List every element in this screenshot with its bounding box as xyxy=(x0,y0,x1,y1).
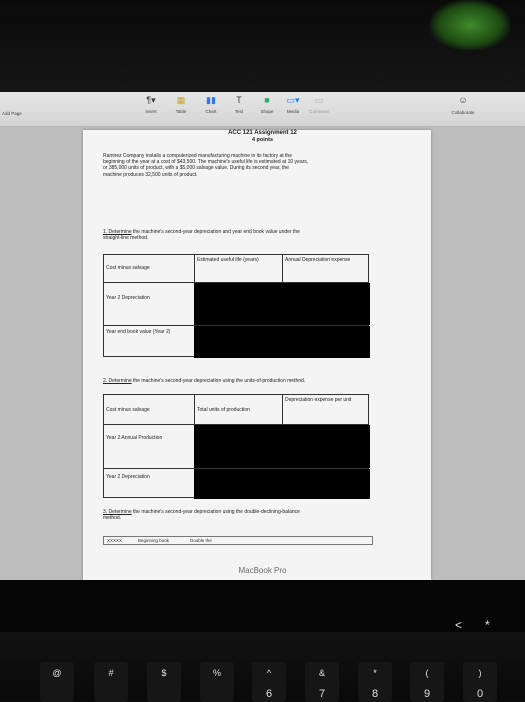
black-fill xyxy=(194,469,370,499)
units-of-production-table xyxy=(103,394,369,498)
table-row: Cost minus salvage Estimated useful life (years) Annual Depreciation expense xyxy=(104,255,368,283)
key-3[interactable]: # xyxy=(94,662,128,702)
key-7[interactable]: & 7 xyxy=(305,662,339,702)
question-2: 2. Determine the machine's second-year depreciation using the units-of-production method. xyxy=(103,378,306,384)
table-row: Year 2 Depreciation xyxy=(104,283,368,326)
chart-icon: ▮▮ xyxy=(206,95,216,105)
key-4[interactable]: $ xyxy=(147,662,181,702)
chart-button[interactable]: ▮▮ Chart xyxy=(200,95,222,114)
comment-button[interactable]: ▭ Comment xyxy=(309,95,329,114)
key-2[interactable]: @ xyxy=(40,662,74,702)
table-row: Year 2 Depreciation xyxy=(104,469,368,499)
collaborate-button[interactable]: ☺ Collaborate xyxy=(438,95,488,115)
add-page-label[interactable]: Add Page xyxy=(2,111,22,116)
shape-icon: ■ xyxy=(264,95,270,105)
key-8[interactable]: * 8 xyxy=(358,662,392,702)
black-fill xyxy=(194,326,370,358)
straight-line-table xyxy=(103,254,369,357)
pages-toolbar xyxy=(0,92,525,127)
media-button[interactable]: ▭▾ Media xyxy=(282,95,304,114)
black-fill xyxy=(194,283,370,325)
keyboard xyxy=(0,580,525,700)
comment-icon: ▭ xyxy=(314,95,324,105)
question-3: 3. Determine the machine's second-year depreciation using the double-declining-balance method. xyxy=(103,509,300,522)
paragraph-icon: ¶▾ xyxy=(146,95,156,105)
text-button[interactable]: T Text xyxy=(228,95,250,114)
ddb-table-header: XXXXX Beginning book Double the xyxy=(103,536,373,545)
table-row: Cost minus salvage Total units of production Depreciation expense per unit xyxy=(104,395,368,425)
key-5[interactable]: % xyxy=(200,662,234,702)
table-row: Year 2 Annual Production xyxy=(104,425,368,469)
table-icon: ▦ xyxy=(176,95,186,105)
shape-button[interactable]: ■ Shape xyxy=(256,95,278,114)
key-6[interactable]: ^ 6 xyxy=(252,662,286,702)
insert-button[interactable]: ¶▾ Insert xyxy=(140,95,162,114)
brightness-icon[interactable]: * xyxy=(485,618,490,632)
table-row: Year end book value (Year 2) xyxy=(104,326,368,358)
problem-paragraph: Ramirez Company installs a computerized manufacturing machine in its factory at the beginning of the year at a cost of $43,500. The machine's useful life is estimated at 10 years, or 385,000 units of product, with a $5,000 salvage value. During its second year, the machine produces 32,500 units of product. xyxy=(103,153,309,178)
table-button[interactable]: ▦ Table xyxy=(170,95,192,114)
text-icon: T xyxy=(236,95,242,105)
key-0[interactable]: ) 0 xyxy=(463,662,497,702)
laptop-label: MacBook Pro xyxy=(238,566,287,575)
touch-bar xyxy=(0,580,525,632)
assignment-points: 4 points xyxy=(251,137,274,143)
collaborate-icon: ☺ xyxy=(458,95,468,105)
assignment-title: ACC 121 Assignment 12 xyxy=(228,130,297,136)
chevron-left-icon[interactable]: < xyxy=(455,618,463,632)
media-icon: ▭▾ xyxy=(286,95,300,105)
black-fill xyxy=(194,425,370,468)
background-light xyxy=(430,0,510,50)
question-1: 1. Determine the machine's second-year depreciation and year end book value under the straight-line method. xyxy=(103,229,300,242)
key-9[interactable]: ( 9 xyxy=(410,662,444,702)
